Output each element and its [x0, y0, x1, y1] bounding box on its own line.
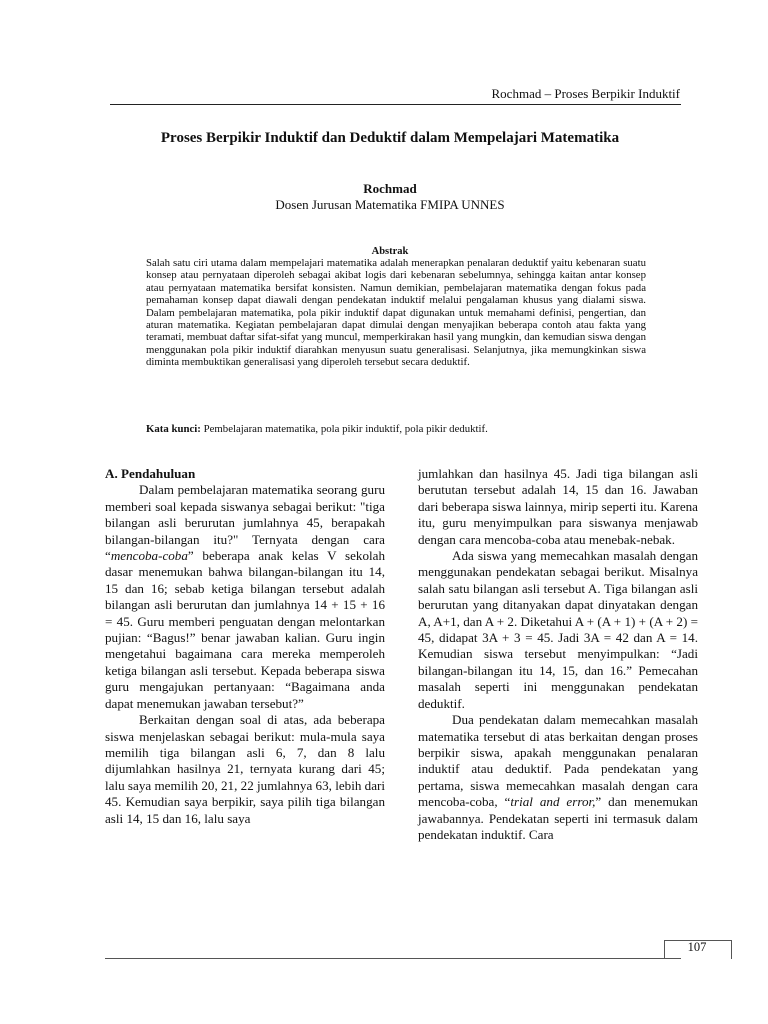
paragraph: Dua pendekatan dalam memecahkan masalah matematika tersebut di atas berkaitan dengan proses berpikir siswa, apakah menggunakan penalaran induktif atau deduktif. Pada pendekatan yang pertama, siswa memecahkan masalah dengan cara mencoba-coba, “trial and error,” dan menemukan jawabannya. Pendekatan seperti ini termasuk dalam pendekatan induktif. Cara	[418, 712, 698, 842]
right-column	[418, 466, 698, 843]
page-number: 107	[687, 940, 707, 954]
footer-rule	[105, 958, 681, 959]
keywords-label: Kata kunci:	[146, 423, 201, 435]
italic-term: trial and error,	[510, 794, 596, 810]
paper-title: Proses Berpikir Induktif dan Deduktif dalam Mempelajari Matematika	[160, 130, 620, 146]
running-header: Rochmad – Proses Berpikir Induktif	[491, 86, 680, 101]
abstract-body: Salah satu ciri utama dalam mempelajari matematika adalah menerapkan penalaran deduktif yaitu kebenaran suatu konsep atau pernyataan diperoleh sebagai akibat logis dari kebenaran sebelumnya, sehingga kaitan antar konsep atau pernyataan matematika bersifat konsisten. Namun demikian, pembelajaran matematika dengan fokus pada pemahaman konsep dapat diawali dengan pendekatan induktif melalui pengalaman khusus yang dialami siswa. Dalam pembelajaran matematika, pola pikir induktif dapat digunakan untuk memahami definisi, pengertian, dan aturan matematika. Kegiatan pembelajaran dapat dimulai dengan menyajikan beberapa contoh atau fakta yang teramati, membuat daftar sifat-sifat yang muncul, memperkirakan hasil yang mungkin, dan kemudian siswa dengan menggunakan pola pikir induktif diarahkan menyusun suatu generalisasi. Selanjutnya, jika memungkinkan siswa diminta membuktikan generalisasi yang diperoleh tersebut secara deduktif.	[146, 257, 646, 369]
paragraph: Ada siswa yang memecahkan masalah dengan menggunakan pendekatan sebagai berikut. Misalnya salah satu bilangan asli tersebut A. Tiga bilangan asli berurutan yang ditanyakan dapat dinyatakan dengan A, A+1, dan A + 2. Diketahui A + (A + 1) + (A + 2) = 45, didapat 3A + 3 = 45. Jadi 3A = 42 dan A = 14. Kemudian siswa tersebut menyimpulkan: “Jadi bilangan-bilangan itu 14, 15, dan 16.” Pemecahan masalah seperti ini menggunakan pendekatan deduktif.	[418, 548, 698, 711]
abstract-heading: Abstrak	[371, 246, 409, 257]
paragraph: jumlahkan dan hasilnya 45. Jadi tiga bilangan asli berututan tersebut adalah 14, 15 dan 16. Jawaban dari beberapa siswa lainnya, mirip seperti itu. Karena itu, guru menyimpulkan para siswanya menjawab dengan cara mencoba-coba atau menebak-nebak.	[418, 466, 698, 547]
paragraph: Berkaitan dengan soal di atas, ada beberapa siswa menjelaskan sebagai berikut: mula-mula saya memilih tiga bilangan asli 6, 7, dan 8 lalu dijumlahkan hasilnya 21, ternyata kurang dari 45; lalu saya memilih 20, 21, 22 jumlahnya 63, lebih dari 45. Kemudian saya berpikir, saya pilih tiga bilangan asli 14, 15 dan 16, lalu saya	[105, 712, 386, 826]
author-affiliation: Dosen Jurusan Matematika FMIPA UNNES	[275, 197, 505, 212]
author-name: Rochmad	[363, 181, 417, 196]
left-column	[105, 466, 385, 827]
header-rule	[110, 104, 681, 105]
keywords-text: Pembelajaran matematika, pola pikir induktif, pola pikir deduktif.	[203, 423, 488, 435]
keywords	[146, 423, 646, 435]
section-heading: A. Pendahuluan	[105, 466, 196, 481]
paragraph: Dalam pembelajaran matematika seorang guru memberi soal kepada siswanya sebagai berikut: "tiga bilangan asli berurutan jumlahnya 45, berapakah bilangan-bilangan itu?" Ternyata dengan cara “mencoba-coba” beberapa anak kelas V sekolah dasar menemukan bahwa bilangan-bilangan itu 14, 15 dan 16; sebab ketiga bilangan tersebut adalah bilangan asli berurutan dan jumlahnya 14 + 15 + 16 = 45. Guru memberi penguatan dengan melontarkan pujian: “Bagus!” benar jawaban kalian. Guru ingin mengetahui bagaimana cara mereka memperoleh ketiga bilangan asli tersebut. Kepada beberapa siswa guru mengajukan pertanyaan: “Bagaimana anda dapat menemukan jawaban tersebut?”	[105, 482, 385, 711]
italic-term: mencoba-coba	[110, 548, 188, 564]
